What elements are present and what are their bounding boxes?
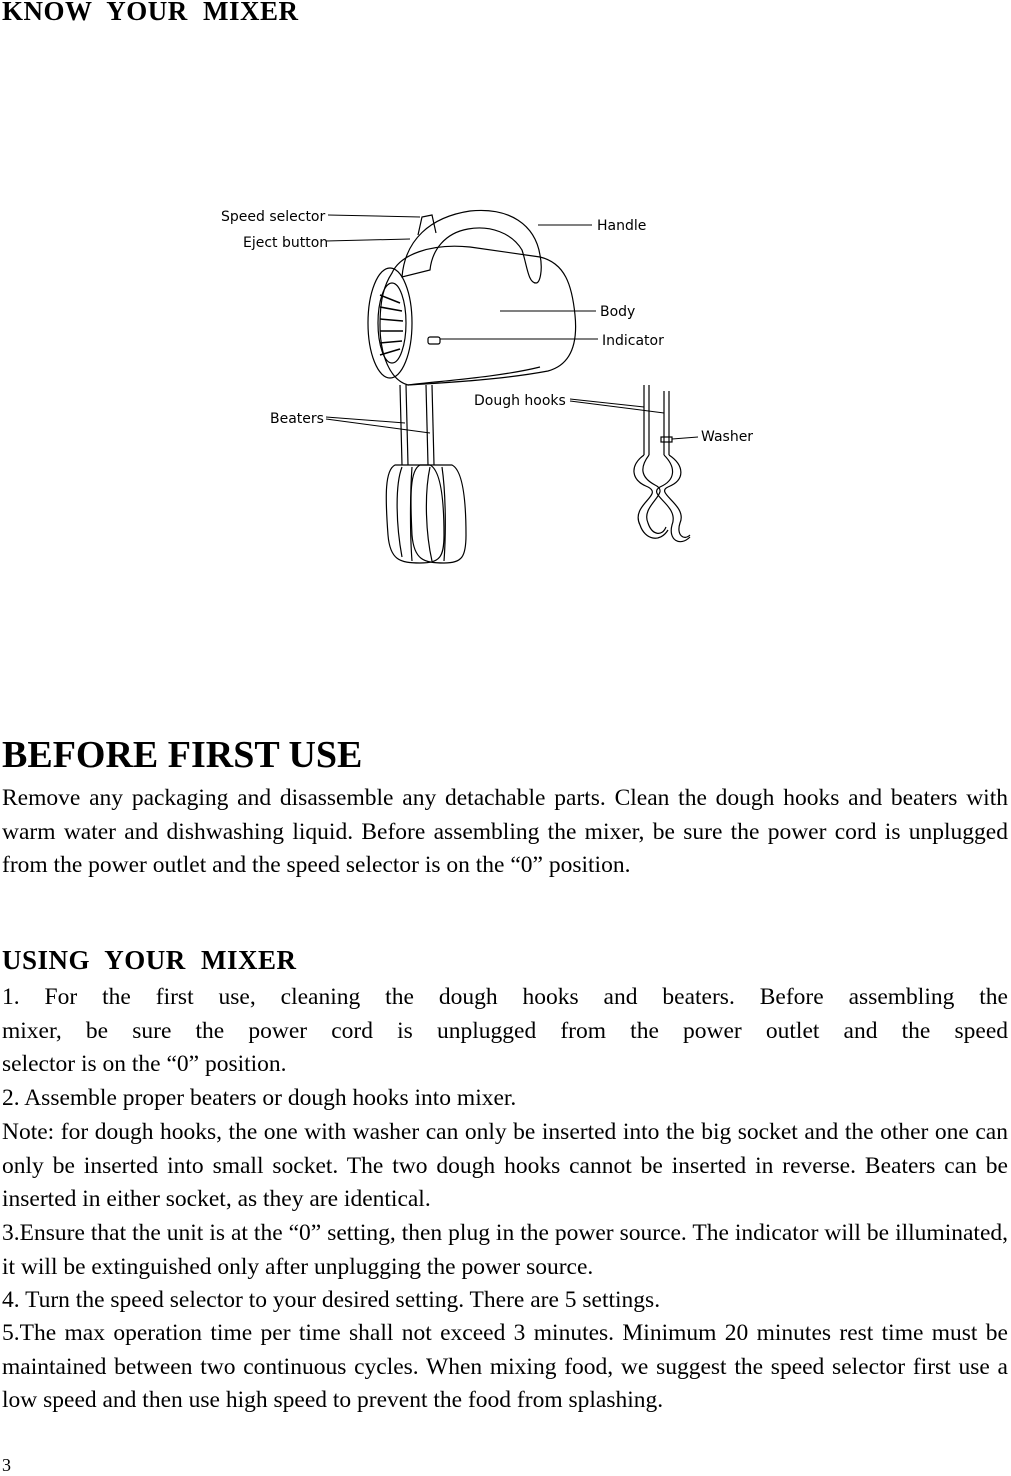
label-body: Body xyxy=(600,304,636,320)
label-indicator: Indicator xyxy=(602,333,664,349)
label-handle: Handle xyxy=(597,218,647,234)
before-first-use-paragraph: Remove any packaging and disassemble any detachable parts. Clean the dough hooks and beaters with warm water and dishwashing liquid. Before assembling the mixer, be sure the power cord is unplugged from the power outlet and the speed selector is on the “0” position. xyxy=(2,785,1008,878)
section-title-before-first-use: BEFORE FIRST USE xyxy=(2,734,363,776)
label-dough-hooks: Dough hooks xyxy=(474,393,566,409)
dough-hook-left xyxy=(634,385,668,538)
step-1-line-2: mixer, be sure the power cord is unplugged from the power outlet and the speed xyxy=(2,1018,1008,1044)
label-eject-button: Eject button xyxy=(243,235,329,251)
section-title-know-your-mixer: KNOW YOUR MIXER xyxy=(2,0,299,26)
step-1-line-1: 1. For the first use, cleaning the dough hooks and beaters. Before assembling the xyxy=(2,984,1008,1010)
note-paragraph: Note: for dough hooks, the one with washer can only be inserted into the big socket and the other one can only be inserted into small socket. The two dough hooks cannot be inserted in reverse. Beaters can be inserted in either socket, as they are identical. xyxy=(2,1119,1008,1212)
mixer-diagram xyxy=(0,195,1011,595)
step-4: 4. Turn the speed selector to your desired setting. There are 5 settings. xyxy=(2,1287,661,1313)
label-washer: Washer xyxy=(701,429,754,445)
indicator-light xyxy=(428,337,440,344)
page-number: 3 xyxy=(2,1455,11,1475)
step-2: 2. Assemble proper beaters or dough hooks into mixer. xyxy=(2,1085,517,1111)
section-title-using-your-mixer: USING YOUR MIXER xyxy=(2,945,297,975)
speed-selector-knob xyxy=(418,215,436,235)
washer-ring xyxy=(661,437,672,442)
step-1-line-3: selector is on the “0” position. xyxy=(2,1051,287,1077)
label-beaters: Beaters xyxy=(270,411,324,427)
mixer-body-outline xyxy=(380,246,576,385)
dough-hook-right xyxy=(657,391,690,542)
label-speed-selector: Speed selector xyxy=(221,209,326,225)
step-5: 5.The max operation time per time shall not exceed 3 minutes. Minimum 20 minutes rest time must be maintained between two continuous cycles. When mixing food, we suggest the speed selector first use a low speed and then use high speed to prevent the food from splashing. xyxy=(2,1320,1008,1413)
step-3: 3.Ensure that the unit is at the “0” setting, then plug in the power source. The indicator will be illuminated, it will be extinguished only after unplugging the power source. xyxy=(2,1220,1008,1280)
